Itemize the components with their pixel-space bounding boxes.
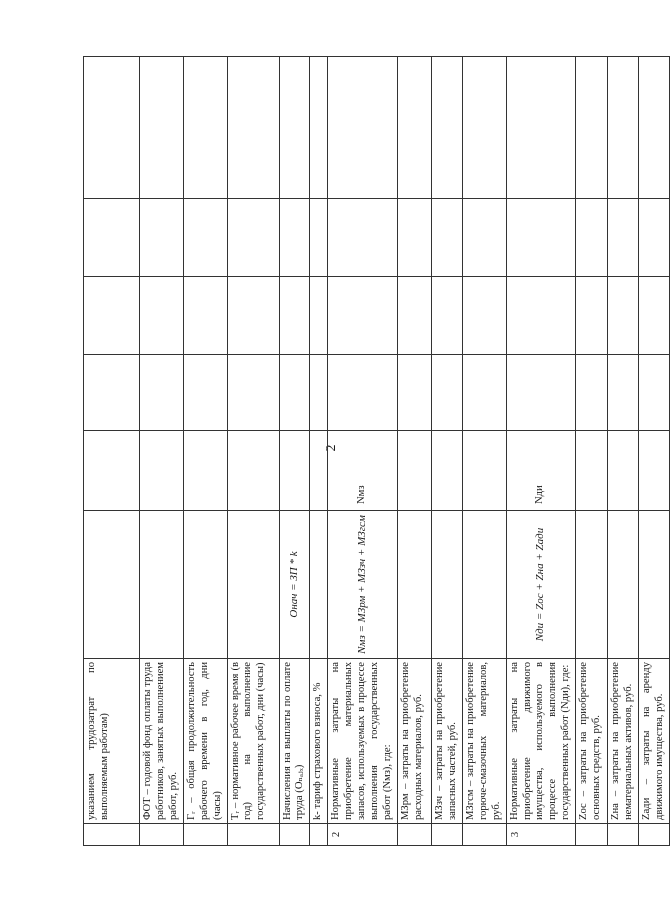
table-row (506, 57, 576, 846)
empty-cell (183, 277, 227, 355)
row-description: Zна – затраты на приобретение нематериальных активов, руб. (608, 659, 639, 824)
rotated-table-container (83, 57, 665, 846)
row-symbol (397, 431, 431, 511)
row-description: Zос – затраты на приобретение основных средств, руб. (576, 659, 608, 824)
empty-cell (227, 355, 279, 431)
empty-cell (227, 199, 279, 277)
row-number (576, 824, 608, 846)
empty-cell (462, 199, 506, 277)
table-row (608, 57, 639, 846)
row-formula (310, 511, 328, 659)
row-number (608, 824, 639, 846)
page-number: 2 (324, 444, 339, 452)
table-row (140, 57, 184, 846)
row-symbol (310, 431, 328, 511)
cost-norms-table (83, 56, 670, 846)
empty-cell (462, 277, 506, 355)
table-row (279, 57, 310, 846)
row-number: 3 (506, 824, 576, 846)
empty-cell (397, 277, 431, 355)
table-row (431, 57, 462, 846)
row-description: указанием трудозатрат по выполняемым работам) (84, 659, 140, 824)
empty-cell (140, 199, 184, 277)
empty-cell (279, 57, 310, 199)
empty-cell (506, 355, 576, 431)
row-formula: Oнач = ЗП * k (279, 511, 310, 659)
table-row (639, 57, 670, 846)
empty-cell (227, 57, 279, 199)
empty-cell (608, 57, 639, 199)
row-number (84, 824, 140, 846)
empty-cell (183, 355, 227, 431)
row-symbol (462, 431, 506, 511)
empty-cell (227, 277, 279, 355)
table-row (84, 57, 140, 846)
empty-cell (328, 57, 398, 199)
empty-cell (397, 199, 431, 277)
empty-cell (84, 57, 140, 199)
row-description: МЗрм – затраты на приобретение расходных материалов, руб. (397, 659, 431, 824)
row-description: МЗгсм – затраты на приобретение горюче-смазочных материалов, руб. (462, 659, 506, 824)
row-formula (397, 511, 431, 659)
empty-cell (431, 355, 462, 431)
row-number (639, 824, 670, 846)
row-symbol (639, 431, 670, 511)
row-number (462, 824, 506, 846)
table-row (310, 57, 328, 846)
empty-cell (608, 277, 639, 355)
row-formula (462, 511, 506, 659)
row-symbol (431, 431, 462, 511)
row-description: Тᵣ – нормативное рабочее время (в год) на выполнение государственных работ, дни (часы) (227, 659, 279, 824)
row-description: МЗзч – затраты на приобретение запасных частей, руб. (431, 659, 462, 824)
empty-cell (576, 57, 608, 199)
row-symbol: Nди (506, 431, 576, 511)
empty-cell (84, 355, 140, 431)
row-description: k- тариф страхового взноса, % (310, 659, 328, 824)
empty-cell (140, 355, 184, 431)
empty-cell (84, 277, 140, 355)
empty-cell (608, 355, 639, 431)
row-symbol (84, 431, 140, 511)
row-description: Гᵣ – общая продолжительность рабочего времени в год, дни (часы) (183, 659, 227, 824)
empty-cell (140, 277, 184, 355)
table-row (576, 57, 608, 846)
row-formula (140, 511, 184, 659)
row-formula (431, 511, 462, 659)
row-number (310, 824, 328, 846)
empty-cell (431, 199, 462, 277)
empty-cell (576, 199, 608, 277)
empty-cell (576, 355, 608, 431)
row-number (279, 824, 310, 846)
empty-cell (310, 57, 328, 199)
row-number (397, 824, 431, 846)
row-description: Нормативные затраты на приобретение движимого имущества, используемого в процессе выполнения государственных работ (Nди), где: (506, 659, 576, 824)
empty-cell (639, 355, 670, 431)
row-formula (84, 511, 140, 659)
row-description: Zади – затраты на аренду движимого имущества, руб. (639, 659, 670, 824)
row-symbol: Nмз (328, 431, 398, 511)
empty-cell (310, 277, 328, 355)
row-symbol (227, 431, 279, 511)
table-row (183, 57, 227, 846)
empty-cell (608, 199, 639, 277)
row-description: ФОТ – годовой фонд оплаты труда работников, занятых выполнением работ, руб. (140, 659, 184, 824)
empty-cell (431, 57, 462, 199)
row-formula: Nди = Zос + Zна + Zади (506, 511, 576, 659)
row-symbol (608, 431, 639, 511)
empty-cell (576, 277, 608, 355)
empty-cell (431, 277, 462, 355)
row-symbol (576, 431, 608, 511)
table-row (397, 57, 431, 846)
row-formula (608, 511, 639, 659)
row-number: 2 (328, 824, 398, 846)
row-number (227, 824, 279, 846)
row-description: Начисления на выплаты по оплате труда (Оₙₐⱼₓ) (279, 659, 310, 824)
empty-cell (140, 57, 184, 199)
row-number (140, 824, 184, 846)
row-symbol (140, 431, 184, 511)
empty-cell (279, 277, 310, 355)
empty-cell (84, 199, 140, 277)
empty-cell (462, 57, 506, 199)
table-row (227, 57, 279, 846)
row-number (183, 824, 227, 846)
row-symbol (279, 431, 310, 511)
empty-cell (506, 277, 576, 355)
empty-cell (328, 199, 398, 277)
row-formula (639, 511, 670, 659)
row-formula: Nмз = МЗрм + МЗзч + МЗгсм (328, 511, 398, 659)
empty-cell (639, 199, 670, 277)
empty-cell (397, 355, 431, 431)
table-row (328, 57, 398, 846)
empty-cell (462, 355, 506, 431)
empty-cell (279, 199, 310, 277)
empty-cell (183, 199, 227, 277)
empty-cell (506, 57, 576, 199)
empty-cell (328, 277, 398, 355)
row-formula (576, 511, 608, 659)
row-symbol (183, 431, 227, 511)
empty-cell (639, 57, 670, 199)
row-description: Нормативные затраты на приобретение материальных запасов, используемых в процессе выполнения государственных работ (Nмз), где: (328, 659, 398, 824)
row-formula (227, 511, 279, 659)
empty-cell (310, 199, 328, 277)
empty-cell (397, 57, 431, 199)
empty-cell (279, 355, 310, 431)
empty-cell (310, 355, 328, 431)
row-formula (183, 511, 227, 659)
empty-cell (328, 355, 398, 431)
row-number (431, 824, 462, 846)
empty-cell (639, 277, 670, 355)
empty-cell (183, 57, 227, 199)
empty-cell (506, 199, 576, 277)
table-row (462, 57, 506, 846)
